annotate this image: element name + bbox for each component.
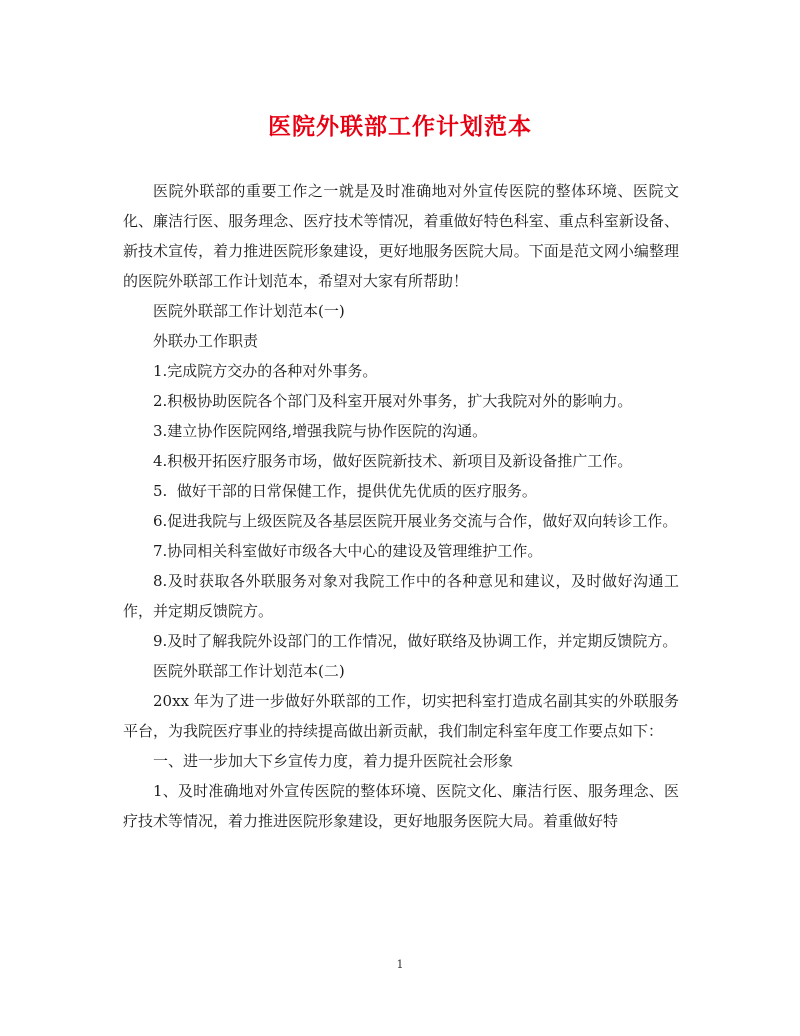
body-paragraph: 20xx 年为了进一步做好外联部的工作，切实把科室打造成名副其实的外联服务平台，为我院医疗事业的持续提高做出新贡献，我们制定科室年度工作要点如下： [123, 692, 679, 740]
body-paragraph: 1、及时准确地对外宣传医院的整体环境、医院文化、廉洁行医、服务理念、医疗技术等情况，着力推进医院形象建设，更好地服务医院大局。着重做好特 [123, 782, 679, 830]
list-item: 8.及时获取各外联服务对象对我院工作中的各种意见和建议，及时做好沟通工作，并定期反馈院方。 [123, 572, 679, 620]
intro-paragraph: 医院外联部的重要工作之一就是及时准确地对外宣传医院的整体环境、医院文化、廉洁行医、服务理念、医疗技术等情况，着重做好特色科室、重点科室新设备、新技术宣传，着力推进医院形象建设，更好地服务医院大局。下面是范文网小编整理的医院外联部工作计划范本，希望对大家有所帮助！ [123, 182, 679, 290]
list-item: 1.完成院方交办的各种对外事务。 [153, 362, 378, 380]
subsection-heading: 外联办工作职责 [153, 332, 259, 350]
section-heading-2: 医院外联部工作计划范本(二) [153, 662, 345, 680]
document-title: 医院外联部工作计划范本 [268, 113, 532, 140]
list-item: 5. 做好干部的日常保健工作，提供优先优质的医疗服务。 [153, 482, 537, 500]
point-heading: 一、进一步加大下乡宣传力度，着力提升医院社会形象 [153, 752, 514, 770]
list-item: 7.协同相关科室做好市级各大中心的建设及管理维护工作。 [153, 542, 543, 560]
list-item: 6.促进我院与上级医院及各基层医院开展业务交流与合作，做好双向转诊工作。 [153, 512, 678, 530]
list-item: 2.积极协助医院各个部门及科室开展对外事务，扩大我院对外的影响力。 [153, 392, 633, 410]
list-item: 9.及时了解我院外设部门的工作情况，做好联络及协调工作，并定期反馈院方。 [153, 632, 678, 650]
list-item: 3.建立协作医院网络,增强我院与协作医院的沟通。 [153, 422, 488, 440]
document-body [123, 176, 679, 836]
list-item: 4.积极开拓医疗服务市场，做好医院新技术、新项目及新设备推广工作。 [153, 452, 633, 470]
page-number: 1 [396, 958, 404, 971]
section-heading-1: 医院外联部工作计划范本(一) [153, 302, 345, 320]
